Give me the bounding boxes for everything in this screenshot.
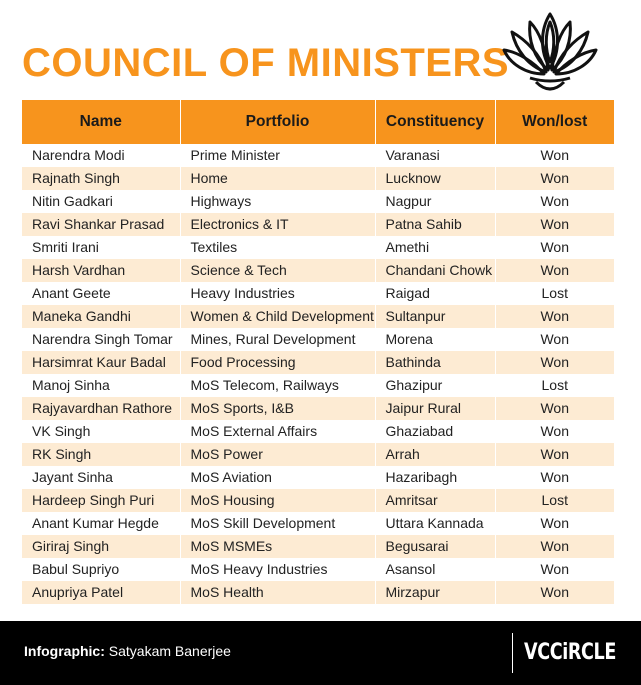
cell-result: Won [495,351,614,374]
cell-portfolio: MoS Housing [180,489,375,512]
cell-portfolio: MoS Skill Development [180,512,375,535]
table-header-row [22,100,614,144]
cell-name: Jayant Sinha [22,466,180,489]
table-row [22,190,614,213]
cell-portfolio: Women & Child Development [180,305,375,328]
cell-name: Harsh Vardhan [22,259,180,282]
table-row [22,236,614,259]
cell-constituency: Asansol [375,558,495,581]
cell-name: Harsimrat Kaur Badal [22,351,180,374]
cell-name: Narendra Modi [22,144,180,167]
credit [24,643,231,659]
cell-name: Rajyavardhan Rathore [22,397,180,420]
cell-constituency: Amritsar [375,489,495,512]
cell-name: Maneka Gandhi [22,305,180,328]
credit-name: Satyakam Banerjee [108,643,231,659]
header-name: Name [22,100,180,144]
cell-result: Won [495,259,614,282]
cell-portfolio: MoS External Affairs [180,420,375,443]
cell-constituency: Uttara Kannada [375,512,495,535]
cell-name: Anupriya Patel [22,581,180,604]
header-constituency: Constituency [375,100,495,144]
page-title: COUNCIL OF MINISTERS [22,41,510,85]
cell-result: Won [495,213,614,236]
cell-constituency: Jaipur Rural [375,397,495,420]
table-row [22,167,614,190]
cell-result: Won [495,443,614,466]
table-row [22,489,614,512]
ministers-table [22,100,614,604]
cell-name: Smriti Irani [22,236,180,259]
cell-constituency: Amethi [375,236,495,259]
cell-result: Won [495,236,614,259]
header-won-lost: Won/lost [495,100,614,144]
cell-portfolio: MoS Sports, I&B [180,397,375,420]
table-row [22,535,614,558]
cell-name: Giriraj Singh [22,535,180,558]
table-row [22,443,614,466]
table-row [22,259,614,282]
cell-name: RK Singh [22,443,180,466]
cell-constituency: Bathinda [375,351,495,374]
cell-portfolio: Highways [180,190,375,213]
cell-constituency: Nagpur [375,190,495,213]
cell-portfolio: MoS Telecom, Railways [180,374,375,397]
table-row [22,466,614,489]
cell-portfolio: Mines, Rural Development [180,328,375,351]
footer-divider [512,633,513,673]
cell-constituency: Lucknow [375,167,495,190]
cell-portfolio: MoS Power [180,443,375,466]
cell-constituency: Raigad [375,282,495,305]
cell-result: Lost [495,489,614,512]
table-body [22,144,614,604]
cell-name: Nitin Gadkari [22,190,180,213]
table-row [22,351,614,374]
cell-name: Rajnath Singh [22,167,180,190]
table-row [22,305,614,328]
header-portfolio: Portfolio [180,100,375,144]
cell-portfolio: Home [180,167,375,190]
cell-constituency: Chandani Chowk [375,259,495,282]
cell-constituency: Varanasi [375,144,495,167]
cell-result: Won [495,305,614,328]
cell-result: Won [495,535,614,558]
cell-portfolio: MoS Aviation [180,466,375,489]
cell-constituency: Sultanpur [375,305,495,328]
cell-constituency: Ghazipur [375,374,495,397]
cell-result: Lost [495,374,614,397]
credit-label: Infographic: [24,643,105,659]
cell-name: Anant Geete [22,282,180,305]
brand-logo: VCCiRCLE [524,640,616,665]
table-row [22,397,614,420]
footer [0,621,641,685]
table-row [22,144,614,167]
lotus-icon [500,8,600,98]
cell-name: Anant Kumar Hegde [22,512,180,535]
cell-name: Manoj Sinha [22,374,180,397]
cell-result: Won [495,190,614,213]
cell-constituency: Arrah [375,443,495,466]
table-row [22,213,614,236]
cell-name: Babul Supriyo [22,558,180,581]
cell-result: Won [495,558,614,581]
cell-constituency: Patna Sahib [375,213,495,236]
table-row [22,558,614,581]
cell-result: Won [495,144,614,167]
cell-constituency: Mirzapur [375,581,495,604]
cell-portfolio: Science & Tech [180,259,375,282]
cell-portfolio: MoS Health [180,581,375,604]
cell-portfolio: MoS MSMEs [180,535,375,558]
cell-name: Hardeep Singh Puri [22,489,180,512]
cell-portfolio: Food Processing [180,351,375,374]
table-row [22,420,614,443]
cell-constituency: Ghaziabad [375,420,495,443]
cell-result: Lost [495,282,614,305]
cell-portfolio: MoS Heavy Industries [180,558,375,581]
cell-constituency: Hazaribagh [375,466,495,489]
table-row [22,374,614,397]
cell-result: Won [495,397,614,420]
cell-name: Narendra Singh Tomar [22,328,180,351]
cell-portfolio: Electronics & IT [180,213,375,236]
cell-constituency: Begusarai [375,535,495,558]
table-row [22,328,614,351]
cell-portfolio: Heavy Industries [180,282,375,305]
cell-portfolio: Textiles [180,236,375,259]
cell-result: Won [495,512,614,535]
cell-constituency: Morena [375,328,495,351]
cell-result: Won [495,466,614,489]
table-row [22,282,614,305]
cell-name: VK Singh [22,420,180,443]
cell-result: Won [495,167,614,190]
cell-result: Won [495,420,614,443]
cell-portfolio: Prime Minister [180,144,375,167]
cell-result: Won [495,328,614,351]
cell-result: Won [495,581,614,604]
table-row [22,581,614,604]
cell-name: Ravi Shankar Prasad [22,213,180,236]
table-row [22,512,614,535]
